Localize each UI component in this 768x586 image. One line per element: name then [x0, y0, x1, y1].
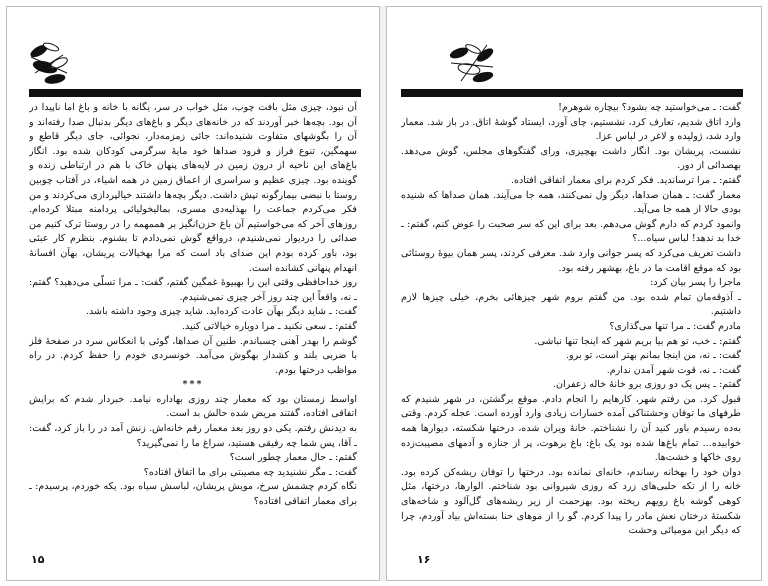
paragraph: معمار گفت: ـ همان صداها، دیگر ول نمی‌کنند، همه جا می‌آیند. همان صداها که شنیده بودی حالا از همه جا می‌آید. [401, 189, 741, 216]
flying-insects-ornament [25, 37, 73, 87]
paragraph: نگاه کردم چشمش سرخ، مویش پریشان، لباسش سیاه بود. یکه خوردم، پرسیدم: ـ برای معمار اتفاقی افتاده؟ [29, 481, 357, 508]
paragraph: گفتم: ـ مرا ترساندید. فکر کردم برای معمار اتفاقی افتاده. [510, 174, 741, 186]
paragraph: داشت تعریف می‌کرد که پسر جوانی وارد شد. معرفی کردند، پسر همان بیوۀ روستائی بود که موقع اقامت ما در باغ، بهشهر رفته بود. [401, 247, 741, 274]
left-page [6, 6, 380, 581]
right-page-text [401, 101, 741, 542]
section-break: *** [182, 379, 204, 391]
paragraph: وارد اتاق شدیم، تعارف کرد، نشستیم، چای آورد، ایستاد گوشۀ اتاق. در باز شد. معمار وارد شد، ژولیده و لاغر در لباس عزا. [401, 116, 741, 143]
paragraph: آن نبود، چیزی مثل بافت چوب، مثل خواب در سر، یگانه با خانه و باغ اما ناپیدا در آن بود. بچه‌ها خبر آوردند که در خانه‌های دیگر و باغ‌های دیگر بدنبال صدا رفته‌اند و آن را بگوشهای متفاوت شنیده‌اند: جائی زمزمه‌دار، نجوائی، جای دیگر قاطع و سهمگین، تنوع فراز و فرود صداها خود مایۀ سرگرمی کودکان شده بود. انگار باغ‌های این ناحیه از درون زمین در لایه‌های پنهان خاک با هم در ارتباطی زنده و گوینده بود. چیزی عظیم و سراسری از اعماق زمین در همه اشیاء، در آفتاب چوبین روستا با نبضی بیمارگونه تپش داشت. دیگر بچه‌ها داشتند خیالپردازی می‌کردند و من فکر می‌کردم جماعت را بهذلیه‌دی مسری، بمالیخولیائی پردامنه مبتلا کرده‌ام. روزهای آخر که می‌خواستیم آن باغ حزن‌انگیز بر هممهمه را در روستا ترک کنیم من صدائی را دردیوار نمی‌شنیدم، درواقع گوش نمی‌دادم تا بشنوم. بنظرم کار عبثی بود، باور کرده بودم این صدای باد است که مرا بهخیالات پریشان، بهآن افسانۀ انهدام پنهانی کشانده است. [29, 102, 357, 274]
paragraph: گفت: ـ مگر نشنیدید چه مصیبتی برای ما اتفاق افتاده؟ [143, 466, 357, 478]
paragraph: مادرم گفت: ـ مرا تنها می‌گذاری؟ [609, 320, 741, 332]
header-rule [401, 89, 743, 97]
paragraph: گفت: ـ نه، من اینجا بمانم بهتر است، تو برو. [566, 350, 741, 362]
paragraph: نشست، پریشان بود. انگار داشت بهچیزی، ورای گفتگوهای مجلس، گوش می‌دهد. بهصدائی از دور. [401, 145, 741, 172]
page-number: ۱۵ [31, 553, 45, 566]
paragraph: گفت: ـ شاید دیگر بهآن عادت کرده‌اید. شاید چیزی وجود داشته باشد. [85, 306, 357, 318]
paragraph: قبول کرد. من رفتم شهر، کارهایم را انجام دادم. موقع برگشتن، در شهر شنیدم که طرفهای ما توفان وحشتناکی آمده خسارات زیادی وارد آورده است. عجله کردم. وقتی به‌ده رسیدم باور کنید آن را نشناختم. خانۀ ویران شده، درختها شکسته، دیوارها همه خوابیده... تمام باغ‌ها شده بود یک باغ: باغ برهوت، پر از جنازه و آدمهای مصیبت‌زده روی خاکها و خشت‌ها. [401, 393, 741, 464]
paragraph: ماجرا را پسر بیان کرد: [650, 277, 741, 289]
paragraph: ـ آذوقه‌مان تمام شده بود. من گفتم بروم شهر چیزهائی بخرم، خیلی چیزها لازم داشتیم. [401, 291, 741, 318]
right-page [386, 6, 762, 581]
header-rule [29, 89, 361, 97]
paragraph: گوشم را بهدر آهنی چسباندم. طنین آن صداها، گوئی با انعکاس سرد در صفحۀ فلز با ضربی بلند و کشدار بهگوش می‌آمد. خونسردی خودم را حفظ کردم. در راه مواظب درختها بودم. [29, 335, 357, 376]
paragraph: گفتم: ـ پس یک دو روزی برو خانۀ خاله زعفران. [552, 379, 741, 391]
paragraph: اواسط زمستان بود که معمار چند روزی بهاداره نیامد. خبردار شدم که برایش اتفاقی افتاده، گفتند مریض شده حالش بد است. [29, 393, 357, 420]
paragraph: گفتم: ـ خب، تو هم بیا بریم شهر که اینجا تنها نباشی. [534, 335, 741, 347]
paragraph: وانمود کردم که دارم گوش می‌دهم. بعد برای این که سر صحبت را عوض کنم، گفتم: ـ خدا بد ندهد! لباس سیاه...؟ [401, 218, 741, 245]
flying-insects-ornament [447, 37, 497, 89]
paragraph: گفتم: ـ حال معمار چطور است؟ [229, 452, 357, 464]
paragraph: گفت: ـ می‌خواستید چه بشود؟ بیچاره شوهرم! [558, 102, 741, 113]
left-page-text [29, 101, 357, 542]
paragraph: به دیدنش رفتم. یکی دو روز بعد معمار رقم خانه‌اش. زنش آمد در را باز کرد، گفت: ـ آقا، پس شما چه رفیقی هستید، سراغ ما را نمی‌گیرید؟ [29, 423, 357, 449]
paragraph: گفت: ـ نه، قوت شهر آمدن ندارم. [606, 364, 741, 376]
page-number: ۱۶ [417, 553, 431, 566]
paragraph: دوان خود را بهخانه رساندم، خانه‌ای نمانده بود. درختها را توفان ریشه‌کن کرده بود. خانه را از تکه حلبی‌های زرد که روزی شیروانی بود شناختم. الوارها، درختها، مثل کوهی گوشه باغ رویهم ریخته بود. بهزحمت از زیر ریشه‌های گل‌آلود و شاخه‌های شکستۀ درختان نعش مادر را پیدا کردم. گو را از موهای حنا بسته‌اش بیاد آوردم، چرا که دیگر این مومیائی وحشت [401, 466, 741, 537]
paragraph: گفتم: ـ سعی نکنید ـ مرا دوباره خیالاتی کنید. [182, 320, 357, 332]
paragraph: روز خداحافظی وقتی این را بهبیوۀ غمگین گفتم، گفت: ـ مرا تسلّی می‌دهید؟ گفتم: ـ نه، واقعاً این چند روز آخر چیزی نمی‌شنیدم. [29, 277, 357, 303]
